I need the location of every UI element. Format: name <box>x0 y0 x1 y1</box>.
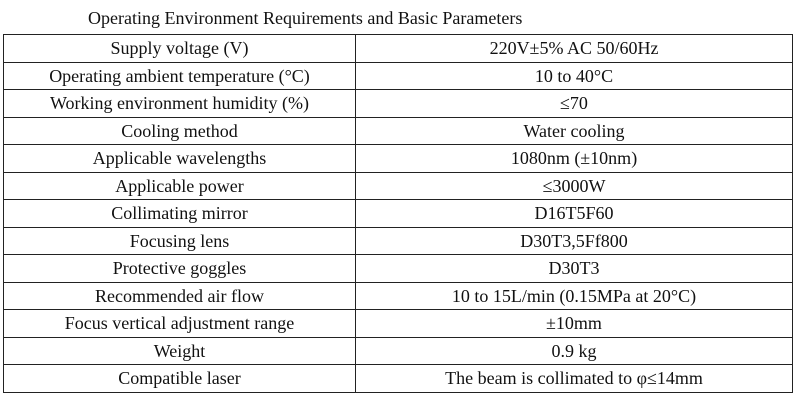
table-row <box>4 145 793 173</box>
parameter-label: Weight <box>4 337 356 365</box>
table-row <box>4 282 793 310</box>
table-row <box>4 365 793 393</box>
parameter-label: Applicable wavelengths <box>4 145 356 173</box>
parameter-value: ≤3000W <box>356 172 793 200</box>
parameter-label: Recommended air flow <box>4 282 356 310</box>
parameter-label: Cooling method <box>4 117 356 145</box>
parameter-label: Working environment humidity (%) <box>4 90 356 118</box>
parameter-value: Water cooling <box>356 117 793 145</box>
parameter-label: Focusing lens <box>4 227 356 255</box>
parameter-label: Supply voltage (V) <box>4 35 356 63</box>
parameter-value: 1080nm (±10nm) <box>356 145 793 173</box>
parameter-value: 10 to 40°C <box>356 62 793 90</box>
parameter-value: 0.9 kg <box>356 337 793 365</box>
parameter-label: Applicable power <box>4 172 356 200</box>
parameter-value: 10 to 15L/min (0.15MPa at 20°C) <box>356 282 793 310</box>
table-row <box>4 35 793 63</box>
parameter-value: ±10mm <box>356 310 793 338</box>
parameter-value: 220V±5% AC 50/60Hz <box>356 35 793 63</box>
parameter-value: ≤70 <box>356 90 793 118</box>
parameter-value: The beam is collimated to φ≤14mm <box>356 365 793 393</box>
parameter-label: Operating ambient temperature (°C) <box>4 62 356 90</box>
parameter-value: D30T3 <box>356 255 793 283</box>
parameter-value: D16T5F60 <box>356 200 793 228</box>
table-row <box>4 62 793 90</box>
table-row <box>4 172 793 200</box>
parameters-table <box>3 34 793 393</box>
table-row <box>4 117 793 145</box>
parameter-value: D30T3,5Ff800 <box>356 227 793 255</box>
parameter-label: Collimating mirror <box>4 200 356 228</box>
table-row <box>4 227 793 255</box>
table-row <box>4 337 793 365</box>
parameter-label: Focus vertical adjustment range <box>4 310 356 338</box>
table-title: Operating Environment Requirements and Basic Parameters <box>88 8 523 28</box>
parameter-label: Protective goggles <box>4 255 356 283</box>
table-row <box>4 90 793 118</box>
table-row <box>4 310 793 338</box>
table-row <box>4 200 793 228</box>
table-row <box>4 255 793 283</box>
parameter-label: Compatible laser <box>4 365 356 393</box>
